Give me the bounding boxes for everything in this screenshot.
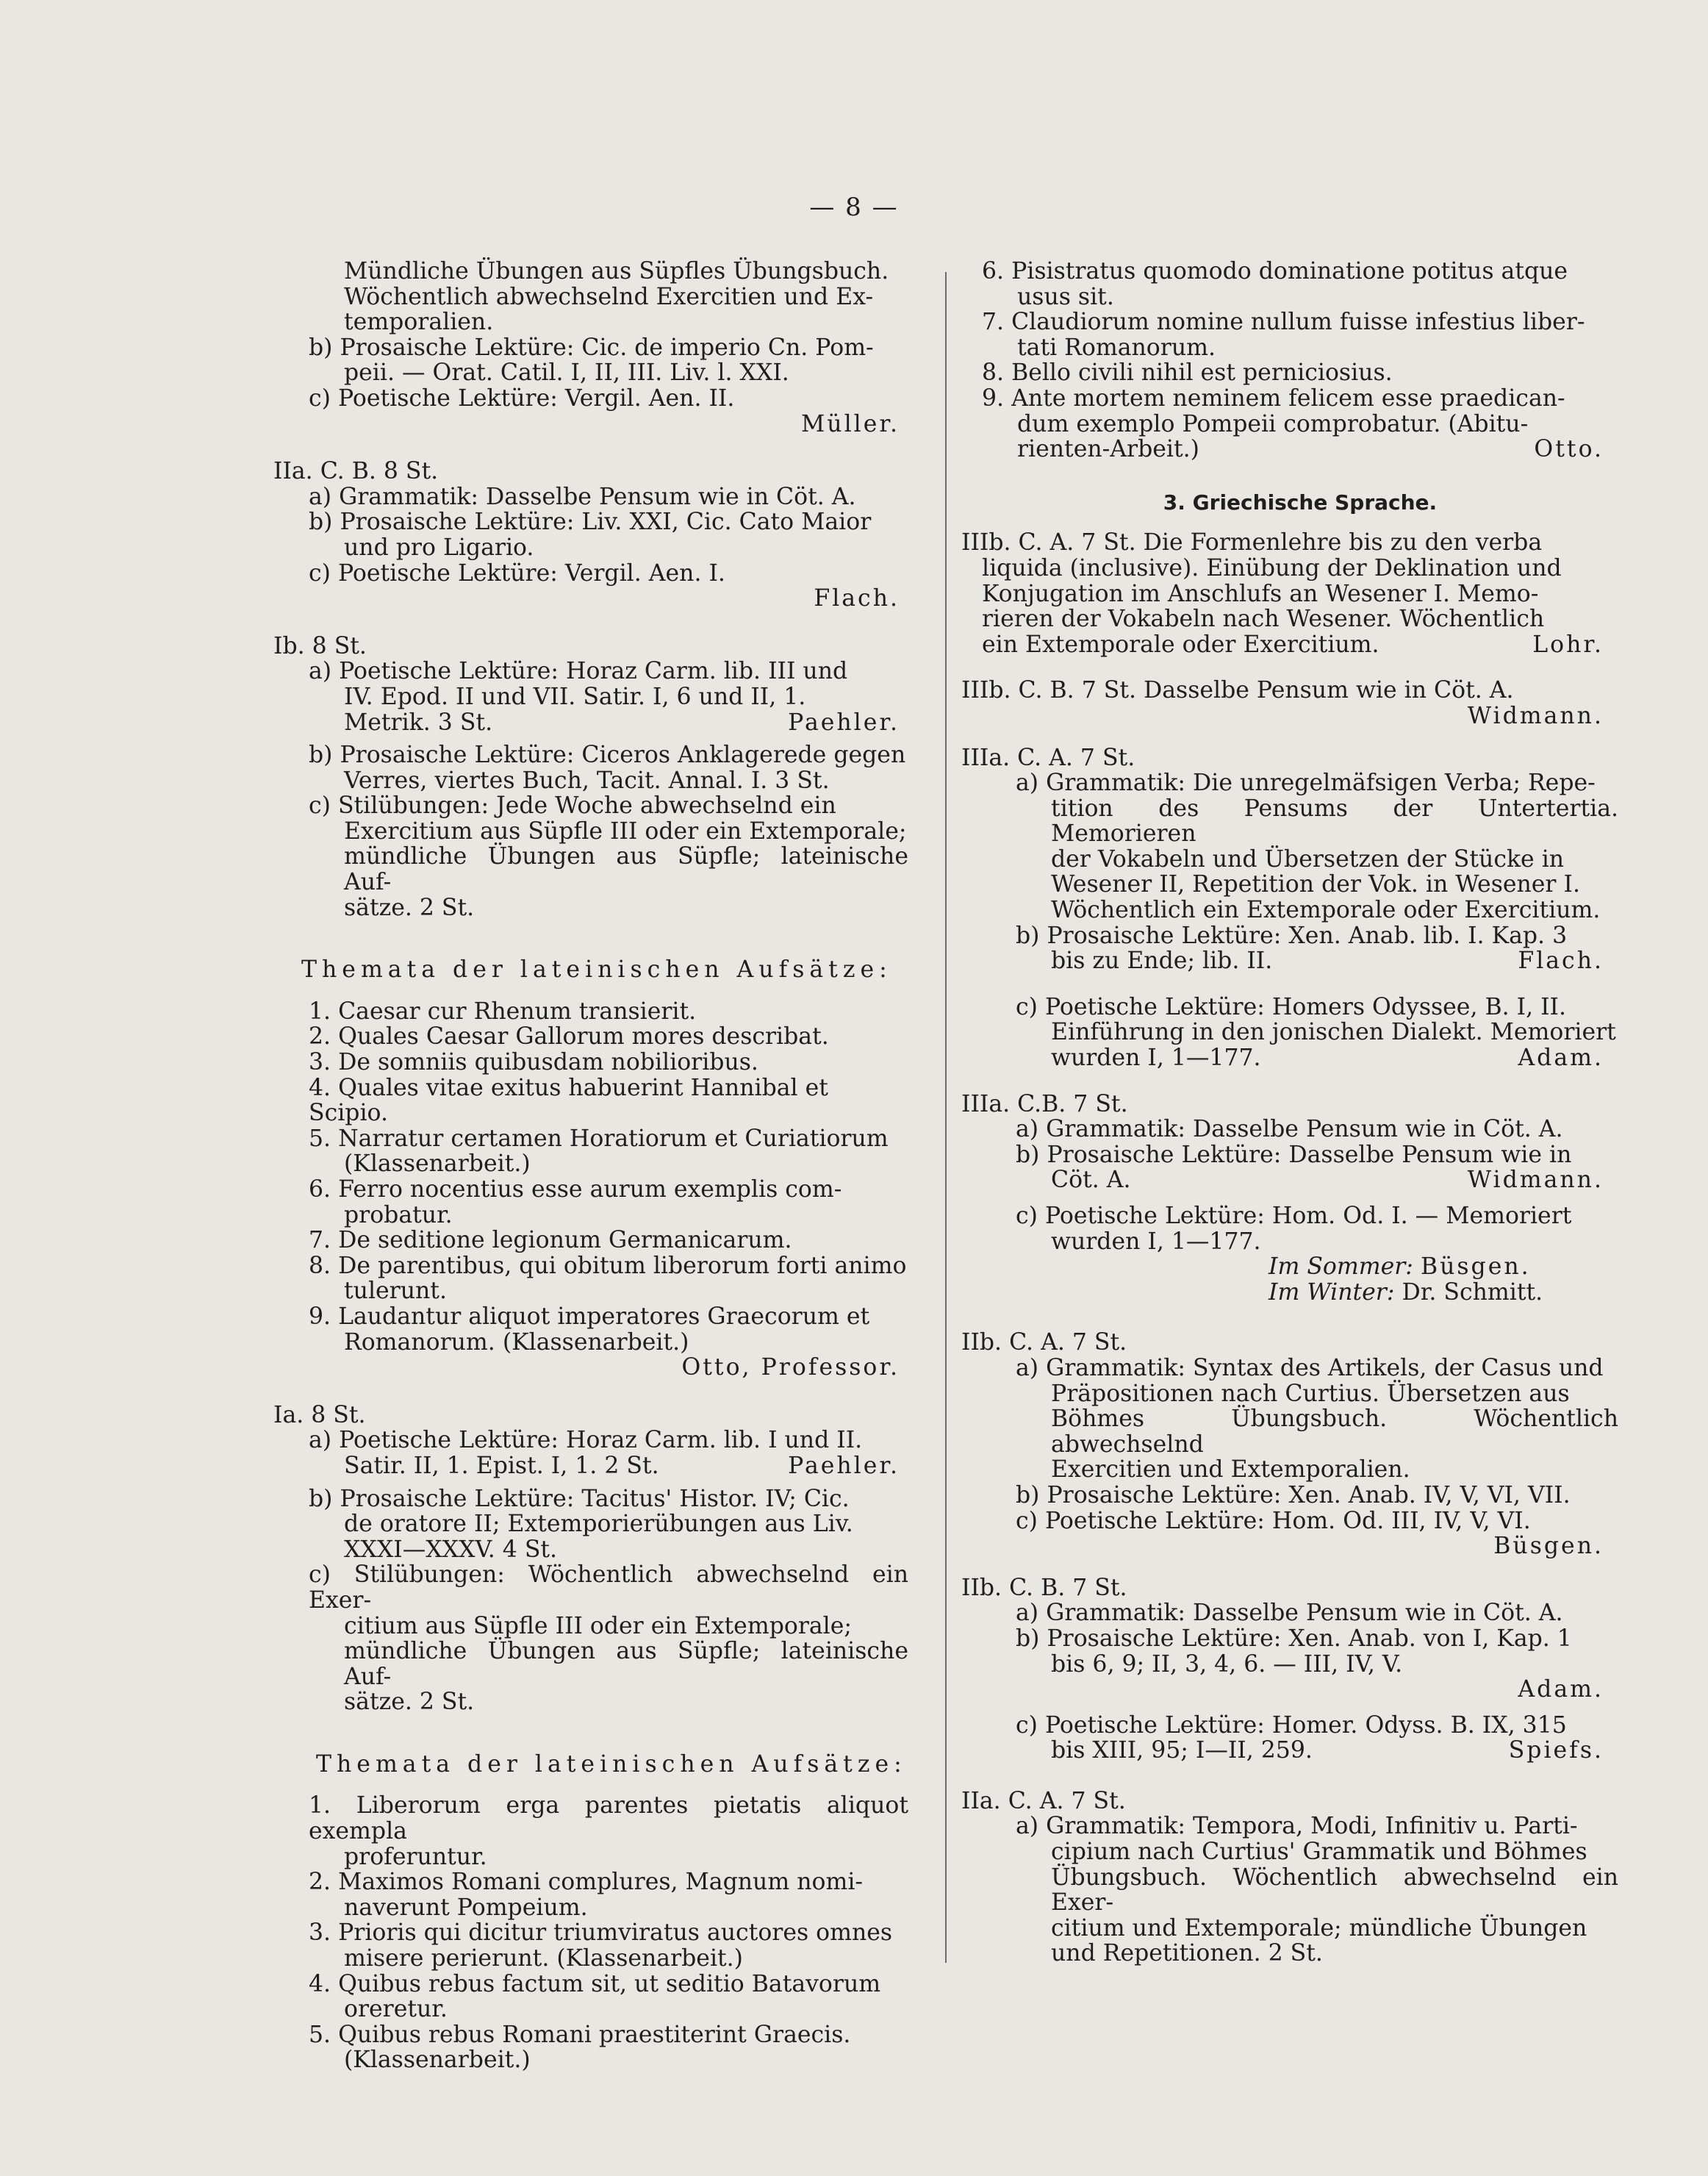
text-line: bis zu Ende; lib. II. bbox=[1051, 948, 1273, 975]
text-line: c) Stilübungen: Wöchentlich abwechselnd ein Exer- bbox=[309, 1561, 908, 1614]
text-line: b) Prosaische Lektüre: Tacitus' Histor. IV; Cic. bbox=[309, 1485, 850, 1512]
text-line: temporalien. bbox=[344, 309, 494, 336]
signature-adam: Adam. bbox=[1518, 1045, 1604, 1072]
list-item: 8. Bello civili nihil est perniciosius. bbox=[982, 359, 1393, 387]
list-item: 2. Maximos Romani complures, Magnum nomi- bbox=[309, 1869, 864, 1896]
text-line: a) Grammatik: Dasselbe Pensum wie in Cöt. A. bbox=[1016, 1116, 1563, 1143]
signature-adam: Adam. bbox=[1518, 1676, 1604, 1703]
text-line: mündliche Übungen aus Süpfle; lateinische Auf- bbox=[344, 1638, 908, 1690]
text-line: Mündliche Übungen aus Süpfles Übungsbuch. bbox=[344, 258, 889, 284]
text-line: c) Poetische Lektüre: Hom. Od. I. — Memoriert bbox=[1016, 1203, 1572, 1229]
text-line: de oratore II; Extemporierübungen aus Liv. bbox=[344, 1511, 853, 1538]
text-line: Satir. II, 1. Epist. I, 1. 2 St. bbox=[344, 1452, 659, 1479]
text-line: IIIb. C. A. 7 St. Die Formenlehre bis zu den verba bbox=[961, 529, 1543, 556]
list-item: misere perierunt. (Klassenarbeit.) bbox=[344, 1945, 743, 1972]
text-line: rieren der Vokabeln nach Wesener. Wöchentlich bbox=[982, 606, 1545, 633]
im-winter-label: Im Winter: bbox=[1269, 1278, 1395, 1306]
text-line: c) Stilübungen: Jede Woche abwechselnd ein bbox=[309, 792, 836, 820]
text-line: ein Extemporale oder Exercitium. bbox=[982, 631, 1379, 658]
text-line: c) Poetische Lektüre: Vergil. Aen. I. bbox=[309, 559, 725, 587]
signature-lohr: Lohr. bbox=[1532, 631, 1604, 658]
class-heading-ib: Ib. 8 St. bbox=[273, 632, 367, 659]
text-line: c) Poetische Lektüre: Homers Odyssee, B. I, II. bbox=[1016, 993, 1567, 1020]
section-heading-griechische-sprache: 3. Griechische Sprache. bbox=[1163, 490, 1438, 515]
list-item: 1. Caesar cur Rhenum transierit. bbox=[309, 998, 697, 1025]
themata-list-2 bbox=[309, 1793, 908, 2073]
text-line: b) Prosaische Lektüre: Xen. Anab. IV, V, VI, VII. bbox=[1016, 1481, 1571, 1508]
text-line: c) Poetische Lektüre: Homer. Odyss. B. IX, 315 bbox=[1016, 1711, 1567, 1739]
teacher-name-summer: Büsgen. bbox=[1420, 1253, 1531, 1281]
text-line: tition des Pensums der Untertertia. Memorieren bbox=[1051, 795, 1618, 848]
text-line: a) Grammatik: Dasselbe Pensum wie in Cöt. A. bbox=[309, 483, 856, 510]
text-line: sätze. 2 St. bbox=[344, 894, 475, 921]
text-line: liquida (inclusive). Einübung der Deklination und bbox=[982, 554, 1562, 581]
class-heading-iia-ca: IIa. C. A. 7 St. bbox=[961, 1787, 1126, 1814]
signature-widmann: Widmann. bbox=[1467, 702, 1604, 729]
text-line: b) Prosaische Lektüre: Cic. de imperio Cn. Pom- bbox=[309, 334, 874, 361]
text-line: und Repetitionen. 2 St. bbox=[1051, 1940, 1323, 1967]
list-item: 7. Claudiorum nomine nullum fuisse infestius liber- bbox=[982, 309, 1585, 336]
list-item: Romanorum. (Klassenarbeit.) bbox=[344, 1328, 689, 1356]
im-sommer-label: Im Sommer: bbox=[1269, 1253, 1413, 1281]
signature-otto: Otto. bbox=[1534, 436, 1604, 463]
text-line: sätze. 2 St. bbox=[344, 1689, 475, 1716]
class-heading-ia: Ia. 8 St. bbox=[273, 1401, 366, 1428]
text-line: c) Poetische Lektüre: Hom. Od. III, IV, V, VI. bbox=[1016, 1507, 1531, 1534]
text-line: a) Grammatik: Dasselbe Pensum wie in Cöt. A. bbox=[1016, 1600, 1563, 1627]
text-line: a) Poetische Lektüre: Horaz Carm. lib. III und bbox=[309, 658, 848, 685]
signature-paehler: Paehler. bbox=[788, 709, 900, 736]
list-item: 6. Ferro nocentius esse aurum exemplis com- bbox=[309, 1176, 842, 1203]
class-heading-iiia-ca: IIIa. C. A. 7 St. bbox=[961, 744, 1135, 771]
text-line: XXXI—XXXV. 4 St. bbox=[344, 1536, 558, 1563]
text-line: mündliche Übungen aus Süpfle; lateinische Auf- bbox=[344, 843, 908, 896]
text-line: cipium nach Curtius' Grammatik und Böhmes bbox=[1051, 1839, 1587, 1866]
text-line: citium aus Süpfle III oder ein Extemporale; bbox=[344, 1612, 852, 1639]
text-line: Böhmes Übungsbuch. Wöchentlich abwechselnd bbox=[1051, 1406, 1618, 1458]
text-line: Wöchentlich abwechselnd Exercitien und Ex- bbox=[344, 283, 874, 310]
text-line: Cöt. A. bbox=[1051, 1167, 1131, 1194]
list-item: 9. Ante mortem neminem felicem esse praedican- bbox=[982, 384, 1565, 412]
text-line: b) Prosaische Lektüre: Liv. XXI, Cic. Cato Maior bbox=[309, 509, 872, 536]
teacher-winter bbox=[982, 1280, 1618, 1306]
text-line: Präpositionen nach Curtius. Übersetzen aus bbox=[1051, 1380, 1570, 1407]
list-item: 1. Liberorum erga parentes pietatis aliquot exempla bbox=[309, 1792, 908, 1845]
text-line: Wesener II, Repetition der Vok. in Wesener I. bbox=[1051, 871, 1580, 898]
muendliche-uebungen-block bbox=[309, 259, 908, 335]
themata-heading: Themata der lateinischen Aufsätze: bbox=[316, 1750, 907, 1778]
list-item: 4. Quibus rebus factum sit, ut seditio Batavorum bbox=[309, 1970, 881, 1997]
list-item: 3. Prioris qui dicitur triumviratus auctores omnes bbox=[309, 1919, 893, 1947]
text-line: IIIb. C. B. 7 St. Dasselbe Pensum wie in Cöt. A. bbox=[961, 677, 1514, 704]
text-line: bis 6, 9; II, 3, 4, 6. — III, IV, V. bbox=[1051, 1650, 1403, 1678]
list-item: usus sit. bbox=[1017, 283, 1114, 310]
list-item: 6. Pisistratus quomodo dominatione potitus atque bbox=[982, 258, 1568, 284]
text-line: b) Prosaische Lektüre: Xen. Anab. von I, Kap. 1 bbox=[1016, 1625, 1572, 1652]
list-item: tulerunt. bbox=[344, 1278, 447, 1305]
class-heading-iiia-cb: IIIa. C.B. 7 St. bbox=[961, 1090, 1128, 1117]
text-line: IV. Epod. II und VII. Satir. I, 6 und II, 1. bbox=[344, 683, 806, 710]
class-heading-iia: IIa. C. B. 8 St. bbox=[273, 458, 439, 485]
text-line: peii. — Orat. Catil. I, II, III. Liv. l. XXI. bbox=[344, 359, 789, 387]
teacher-summer bbox=[982, 1254, 1618, 1280]
class-heading-iib-cb: IIb. C. B. 7 St. bbox=[961, 1574, 1127, 1601]
text-line: a) Grammatik: Syntax des Artikels, der Casus und bbox=[1016, 1354, 1604, 1381]
signature-spiess: Spiefs. bbox=[1508, 1737, 1604, 1764]
list-item: 4. Quales vitae exitus habuerint Hannibal et Scipio. bbox=[309, 1074, 828, 1127]
text-line: a) Poetische Lektüre: Horaz Carm. lib. I und II. bbox=[309, 1427, 863, 1454]
text-line: Exercitien und Extemporalien. bbox=[1051, 1456, 1410, 1484]
list-item: proferuntur. bbox=[344, 1843, 487, 1870]
text-line: Wöchentlich ein Extemporale oder Exercitium. bbox=[1051, 897, 1601, 924]
text-line: und pro Ligario. bbox=[344, 534, 534, 561]
signature-widmann: Widmann. bbox=[1467, 1167, 1604, 1194]
left-column bbox=[273, 258, 908, 2074]
text-line: Übungsbuch. Wöchentlich abwechselnd ein Exer- bbox=[1051, 1864, 1618, 1916]
list-item: (Klassenarbeit.) bbox=[344, 1150, 531, 1178]
column-divider bbox=[945, 272, 947, 1963]
list-item: 7. De seditione legionum Germanicarum. bbox=[309, 1227, 792, 1254]
list-item: probatur. bbox=[344, 1201, 453, 1228]
text-line: a) Grammatik: Die unregelmäfsigen Verba; Repe- bbox=[1016, 770, 1596, 797]
text-line: Verres, viertes Buch, Tacit. Annal. I. 3 St. bbox=[344, 767, 830, 794]
signature-paehler: Paehler. bbox=[788, 1452, 900, 1479]
themata-list-1 bbox=[309, 999, 908, 1355]
teacher-name-winter: Dr. Schmitt. bbox=[1402, 1278, 1543, 1306]
right-column bbox=[961, 258, 1618, 1967]
signature-mueller: Müller. bbox=[801, 410, 900, 437]
list-item: 5. Narratur certamen Horatiorum et Curiatiorum bbox=[309, 1125, 889, 1152]
signature-flach: Flach. bbox=[1518, 948, 1604, 975]
signature-flach: Flach. bbox=[814, 585, 900, 612]
text-line: der Vokabeln und Übersetzen der Stücke in bbox=[1051, 845, 1565, 873]
text-line: c) Poetische Lektüre: Vergil. Aen. II. bbox=[309, 384, 735, 412]
class-heading-iib-ca: IIb. C. A. 7 St. bbox=[961, 1329, 1127, 1356]
list-item: dum exemplo Pompeii comprobatur. (Abitu- bbox=[1017, 410, 1529, 437]
text-line: Konjugation im Anschlufs an Wesener I. Memo- bbox=[982, 580, 1539, 607]
list-item: 2. Quales Caesar Gallorum mores describat. bbox=[309, 1023, 829, 1051]
text-line: Exercitium aus Süpfle III oder ein Extemporale; bbox=[344, 817, 907, 845]
list-item: naverunt Pompeium. bbox=[344, 1894, 588, 1921]
list-item: 3. De somniis quibusdam nobilioribus. bbox=[309, 1049, 758, 1076]
page-number: — 8 — bbox=[809, 193, 899, 222]
text-line: wurden I, 1—177. bbox=[1051, 1045, 1261, 1072]
list-item: (Klassenarbeit.) bbox=[344, 2047, 531, 2074]
text-line: bis XIII, 95; I—II, 259. bbox=[1051, 1737, 1313, 1764]
list-item: 9. Laudantur aliquot imperatores Graecorum et bbox=[309, 1303, 870, 1330]
text-line: wurden I, 1—177. bbox=[1051, 1228, 1261, 1255]
text-line: a) Grammatik: Tempora, Modi, Infinitiv u. Parti- bbox=[1016, 1813, 1578, 1840]
list-item: tati Romanorum. bbox=[1017, 334, 1216, 361]
list-item: 5. Quibus rebus Romani praestiterint Graecis. bbox=[309, 2021, 851, 2048]
list-item: 8. De parentibus, qui obitum liberorum forti animo bbox=[309, 1252, 907, 1279]
text-line: Metrik. 3 St. bbox=[344, 709, 493, 736]
text-line: b) Prosaische Lektüre: Xen. Anab. lib. I. Kap. 3 bbox=[1016, 922, 1568, 949]
signature-otto-professor: Otto, Professor. bbox=[681, 1354, 900, 1381]
list-item: oreretur. bbox=[344, 1996, 448, 2023]
signature-buesgen: Büsgen. bbox=[1493, 1533, 1604, 1560]
list-item: rienten-Arbeit.) bbox=[1017, 436, 1199, 463]
text-line: b) Prosaische Lektüre: Ciceros Anklagerede gegen bbox=[309, 742, 906, 769]
text-line: Einführung in den jonischen Dialekt. Memoriert bbox=[1051, 1019, 1616, 1046]
text-line: citium und Extemporale; mündliche Übungen bbox=[1051, 1914, 1587, 1941]
text-line: b) Prosaische Lektüre: Dasselbe Pensum wie in bbox=[1016, 1141, 1572, 1168]
themata-heading: Themata der lateinischen Aufsätze: bbox=[301, 956, 892, 984]
